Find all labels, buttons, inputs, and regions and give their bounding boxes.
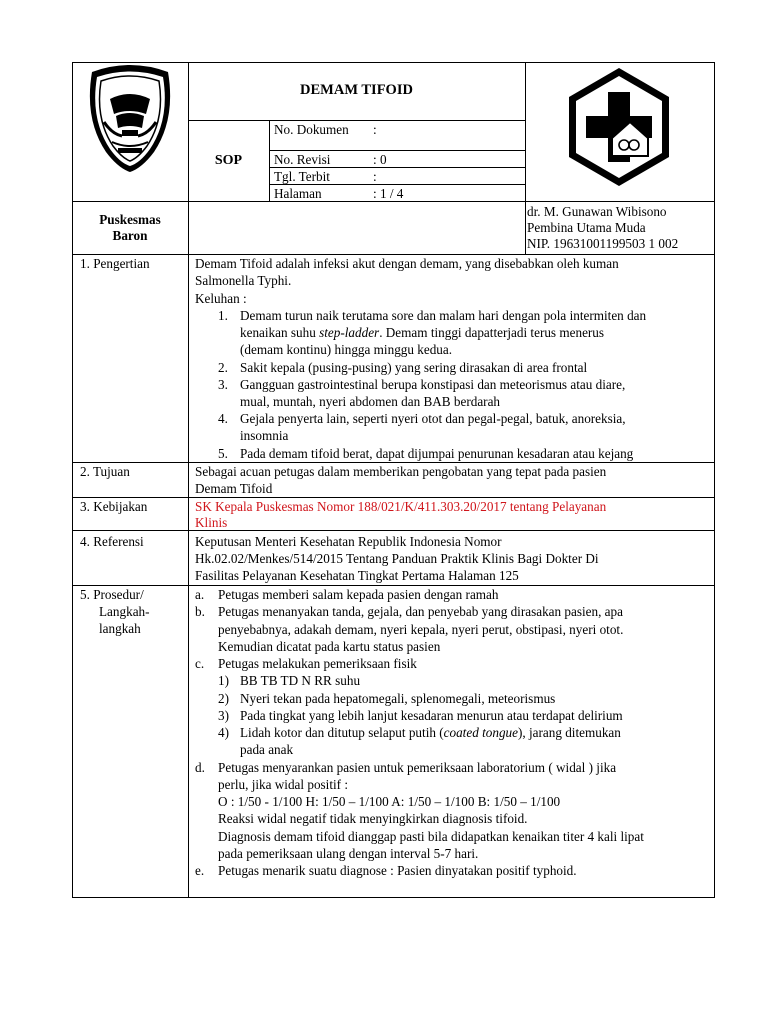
- divider-col-1: [188, 62, 189, 898]
- s1-intro-1: Demam Tifoid adalah infeksi akut dengan demam, yang disebabkan oleh kuman: [195, 256, 619, 271]
- s1-item-3-line1: Gangguan gastrointestinal berupa konstipasi dan meteorismus atau diare,: [240, 377, 626, 392]
- revision-label: No. Revisi: [274, 152, 331, 167]
- s1-item-2-number: 2.: [218, 360, 228, 375]
- divider-col-3: [269, 120, 270, 201]
- section-2-label: 2. Tujuan: [80, 464, 130, 479]
- s5-c-marker: c.: [195, 656, 205, 671]
- s1-item-1-number: 1.: [218, 308, 228, 323]
- s5-b-line2: penyebabnya, adakah demam, nyeri kepala, nyeri perut, obstipasi, nyeri otot.: [218, 622, 624, 637]
- s1-item-1-line3: (demam kontinu) hingga minggu kedua.: [240, 342, 453, 357]
- signer-name: dr. M. Gunawan Wibisono: [527, 204, 667, 219]
- s5-d-marker: d.: [195, 760, 205, 775]
- border-bottom: [72, 897, 715, 898]
- s1-item-4-line2: insomnia: [240, 428, 289, 443]
- s2-line1: Sebagai acuan petugas dalam memberikan pengobatan yang tepat pada pasien: [195, 464, 607, 479]
- divider-col-2: [525, 62, 526, 255]
- section-4-label: 4. Referensi: [80, 534, 144, 549]
- s1-item-2-text: Sakit kepala (pusing-pusing) yang sering dirasakan di area frontal: [240, 360, 588, 375]
- s5-e-marker: e.: [195, 863, 205, 878]
- divider-sec-3: [72, 530, 715, 531]
- s5-e-text: Petugas menarik suatu diagnose : Pasien dinyatakan positif typhoid.: [218, 863, 577, 878]
- s5-c2-marker: 2): [218, 691, 229, 706]
- section-5-label-2: Langkah-: [99, 604, 150, 619]
- signer-rank: Pembina Utama Muda: [527, 220, 646, 235]
- s5-c4-marker: 4): [218, 725, 229, 740]
- s4-line1: Keputusan Menteri Kesehatan Republik Indonesia Nomor: [195, 534, 502, 549]
- s5-c4-line2: pada anak: [240, 742, 294, 757]
- document-title: DEMAM TIFOID: [300, 82, 413, 98]
- s5-c4-line1: Lidah kotor dan ditutup selaput putih (coated tongue), jarang ditemukan: [240, 725, 621, 740]
- signer-nip: NIP. 19631001199503 1 002: [527, 236, 679, 251]
- issue-date-label: Tgl. Terbit: [274, 169, 330, 184]
- doc-number-value: :: [373, 122, 377, 137]
- s5-c-text: Petugas melakukan pemeriksaan fisik: [218, 656, 417, 671]
- section-3-label: 3. Kebijakan: [80, 499, 148, 514]
- border-left: [72, 62, 73, 898]
- s5-d-line2: perlu, jika widal positif :: [218, 777, 349, 792]
- s5-b-marker: b.: [195, 604, 205, 619]
- border-right: [714, 62, 715, 898]
- doc-number-label: No. Dokumen: [274, 122, 349, 137]
- s4-line2: Hk.02.02/Menkes/514/2015 Tentang Panduan Praktik Klinis Bagi Dokter Di: [195, 551, 599, 566]
- s5-c2-text: Nyeri tekan pada hepatomegali, splenomegali, meteorismus: [240, 691, 556, 706]
- s5-b-line3: Kemudian dicatat pada kartu status pasien: [218, 639, 441, 654]
- section-1-label: 1. Pengertian: [80, 256, 150, 271]
- s5-c1-text: BB TB TD N RR suhu: [240, 673, 361, 688]
- s5-c3-text: Pada tingkat yang lebih lanjut kesadaran menurun atau terdapat delirium: [240, 708, 623, 723]
- s5-d-line6: pada pemeriksaan ulang dengan interval 5-7 hari.: [218, 846, 479, 861]
- divider-title: [188, 120, 525, 121]
- s5-d-line3: O : 1/50 - 1/100 H: 1/50 – 1/100 A: 1/50 – 1/100 B: 1/50 – 1/100: [218, 794, 561, 809]
- s5-d-line4: Reaksi widal negatif tidak menyingkirkan diagnosis tifoid.: [218, 811, 528, 826]
- page-value: : 1 / 4: [373, 186, 404, 201]
- s5-b-line1: Petugas menanyakan tanda, gejala, dan penyebab yang dirasakan pasien, apa: [218, 604, 623, 619]
- s5-a-marker: a.: [195, 587, 205, 602]
- regency-crest-logo: [82, 64, 178, 174]
- s1-intro-2: Salmonella Typhi.: [195, 273, 292, 288]
- unit-name-line1: Puskesmas: [99, 212, 161, 227]
- s1-keluhan: Keluhan :: [195, 291, 247, 306]
- unit-name-line2: Baron: [112, 228, 148, 243]
- s2-line2: Demam Tifoid: [195, 481, 273, 496]
- s1-item-3-number: 3.: [218, 377, 228, 392]
- s1-item-4-number: 4.: [218, 411, 228, 426]
- revision-value: : 0: [373, 152, 387, 167]
- s3-line1: SK Kepala Puskesmas Nomor 188/021/K/411.303.20/2017 tentang Pelayanan: [195, 499, 607, 514]
- s5-d-line5: Diagnosis demam tifoid dianggap pasti bila didapatkan kenaikan titer 4 kali lipat: [218, 829, 644, 844]
- s4-line3: Fasilitas Pelayanan Kesehatan Tingkat Pertama Halaman 125: [195, 568, 519, 583]
- s5-c3-marker: 3): [218, 708, 229, 723]
- puskesmas-cross-logo: [566, 66, 672, 188]
- page-label: Halaman: [274, 186, 322, 201]
- s1-item-4-line1: Gejala penyerta lain, seperti nyeri otot dan pegal-pegal, batuk, anoreksia,: [240, 411, 626, 426]
- s5-a-text: Petugas memberi salam kepada pasien dengan ramah: [218, 587, 499, 602]
- issue-date-value: :: [373, 169, 377, 184]
- s3-line2: Klinis: [195, 515, 228, 530]
- section-5-label-1: 5. Prosedur/: [80, 587, 144, 602]
- s1-item-3-line2: mual, muntah, nyeri abdomen dan BAB berdarah: [240, 394, 501, 409]
- s5-c1-marker: 1): [218, 673, 229, 688]
- sop-label: SOP: [214, 153, 243, 168]
- s5-d-line1: Petugas menyarankan pasien untuk pemeriksaan laboratorium ( widal ) jika: [218, 760, 617, 775]
- border-top: [72, 62, 715, 63]
- s1-item-5-number: 5.: [218, 446, 228, 461]
- section-5-label-3: langkah: [99, 621, 141, 636]
- s1-item-1-line1: Demam turun naik terutama sore dan malam hari dengan pola intermiten dan: [240, 308, 647, 323]
- s1-item-5-text: Pada demam tifoid berat, dapat dijumpai penurunan kesadaran atau kejang: [240, 446, 634, 461]
- s1-item-1-line2: kenaikan suhu step-ladder. Demam tinggi dapatterjadi terus menerus: [240, 325, 605, 340]
